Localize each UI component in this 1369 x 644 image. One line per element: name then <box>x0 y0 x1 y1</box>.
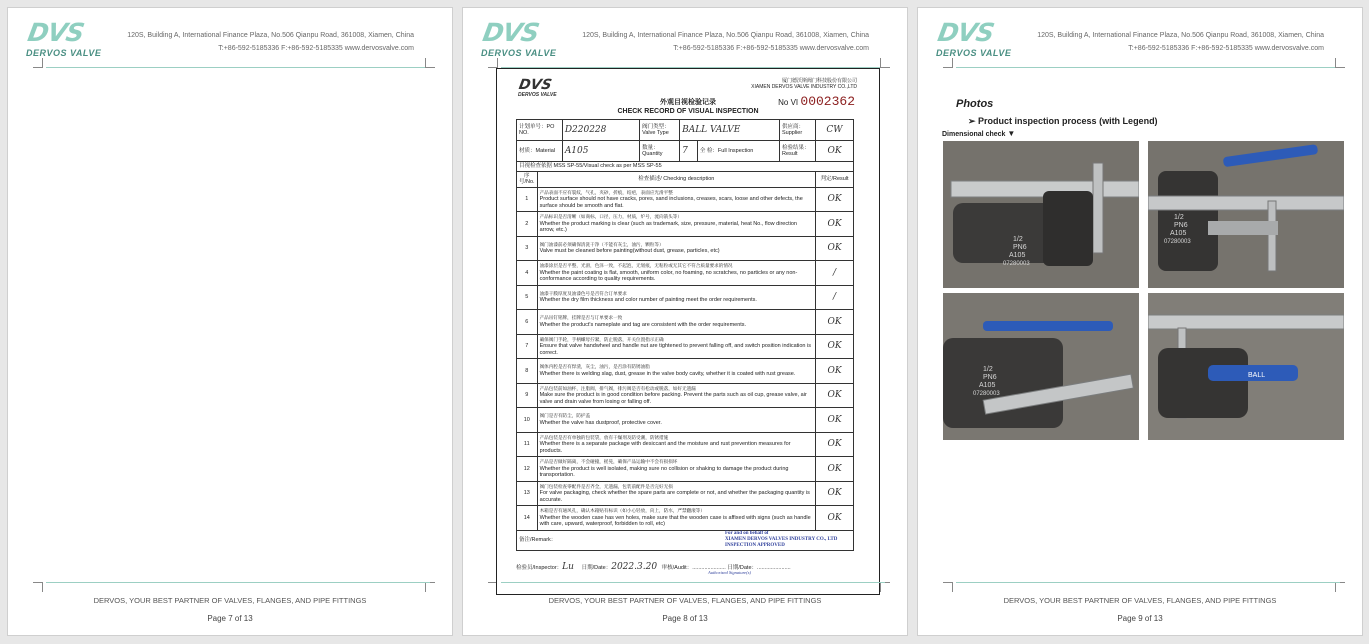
form-logo: DVS <box>517 77 553 93</box>
item-cn: 阀门包装检查零配件是否齐全，无遗漏，包装前配件是否完好无损 <box>539 483 673 489</box>
contact-text: T:+86-592-5185336 F:+86-592-5185335 www.dervosvalve.com <box>218 45 414 52</box>
item-cn: 油漆干膜厚度及油漆色号是否符合订单要求 <box>539 290 627 296</box>
item-description <box>537 285 815 310</box>
item-result: OK <box>816 359 854 384</box>
page-number: Page 8 of 13 <box>662 614 708 623</box>
photo-caliper-end <box>1148 141 1344 288</box>
header-rule <box>956 67 1340 68</box>
marking-text: 07280003 <box>1003 261 1030 267</box>
photo-graphic <box>1148 293 1344 440</box>
item-description <box>537 408 815 433</box>
item-number: 7 <box>517 334 538 359</box>
item-result: OK <box>816 481 854 506</box>
header-address <box>127 29 414 55</box>
contact-text: T:+86-592-5185336 F:+86-592-5185335 www.dervosvalve.com <box>1128 45 1324 52</box>
company-logo: DVS DERVOS VALVE <box>480 18 557 58</box>
item-number: 13 <box>517 481 538 506</box>
footer-tagline: DERVOS, YOUR BEST PARTNER OF VALVES, FLANGES, AND PIPE FITTINGS <box>1003 596 1277 605</box>
item-number: 8 <box>517 359 538 384</box>
page-number: Page 9 of 13 <box>1117 614 1163 623</box>
signature-line: 检验员/Inspector：Lu 日期/Date：2022.3.20 审核/Audit：...................... 日期/Date：...................... Authorized Signature(s) <box>516 562 791 575</box>
table-row <box>517 187 854 212</box>
crop-mark <box>1335 58 1345 68</box>
item-number: 4 <box>517 261 538 286</box>
header-address <box>582 29 869 55</box>
item-result: OK <box>816 187 854 212</box>
table-row <box>517 481 854 506</box>
marking-text: A105 <box>979 382 996 389</box>
contact-text: T:+86-592-5185336 F:+86-592-5185335 www.dervosvalve.com <box>673 45 869 52</box>
table-row <box>517 506 854 531</box>
crop-mark <box>33 58 43 68</box>
item-cn: 阀体内腔是否有焊渣，灰尘，油污，是否涂有防锈油脂 <box>539 364 650 370</box>
item-number: 14 <box>517 506 538 531</box>
item-description <box>537 481 815 506</box>
crop-mark <box>943 582 953 592</box>
table-row <box>517 359 854 384</box>
table-row <box>517 383 854 408</box>
item-result: OK <box>816 457 854 482</box>
crop-mark <box>425 58 435 68</box>
dimensional-check-label[interactable]: Dimensional check ▼ <box>942 129 1016 138</box>
table-row <box>517 261 854 286</box>
item-cn: 木箱是否有通风孔，确认木箱贴有标识（如小心轻放，向上，防水，严禁翻滚等） <box>539 508 705 513</box>
item-description <box>537 236 815 261</box>
crop-mark <box>1335 582 1345 592</box>
footer-tagline: DERVOS, YOUR BEST PARTNER OF VALVES, FLANGES, AND PIPE FITTINGS <box>93 596 367 605</box>
item-number: 1 <box>517 187 538 212</box>
marking-text: PN6 <box>1013 244 1027 251</box>
marking-text: 07280003 <box>973 391 1000 397</box>
item-description <box>537 506 815 531</box>
address-text: 120S, Building A, International Finance Plaza, No.506 Qianpu Road, 361008, Xiamen, China <box>582 32 869 39</box>
item-description <box>537 187 815 212</box>
item-description <box>537 212 815 237</box>
item-description <box>537 334 815 359</box>
footer-tagline: DERVOS, YOUR BEST PARTNER OF VALVES, FLANGES, AND PIPE FITTINGS <box>548 596 822 605</box>
address-text: 120S, Building A, International Finance Plaza, No.506 Qianpu Road, 361008, Xiamen, China <box>127 32 414 39</box>
item-result: OK <box>816 334 854 359</box>
page-7 <box>7 7 453 636</box>
item-result: / <box>816 261 854 286</box>
footer-rule <box>956 582 1340 583</box>
item-en: Ensure that valve handwheel and handle nut are tightened to prevent falling off, and switch position indication is correct. <box>539 343 811 356</box>
item-cn: 产品是否做好隔离，不会碰撞，摇晃，确保产品运输中不会有损损坏 <box>539 459 678 464</box>
photo-graphic <box>943 141 1139 288</box>
company-logo: DVS DERVOS VALVE <box>25 18 102 58</box>
item-en: Whether there is welding slag, dust, grease in the valve body cavity, whether it is coated with rust grease. <box>539 370 796 377</box>
inspection-table: 计划单号：PO NO. D220228 阀门类型：Valve Type BALL VALVE 供应商：Supplier CW 材质：Material A105 数量：Quantity 7 全 检：Full Inspection 检验结果：Result OK 目视检查依据 MSS SP-55/Visual check as per MSS SP-55 序号/No. 检查描述/ Checking description 判定/Result 1 产品表面不应有裂纹，气孔，夹砂，折痕，结疤，表面应光滑平整 Product surface should not have cracks, pores, sand inclusions, creases, scars, loose and other defects, the surface should be smooth and flat. OK 2 产品标识是否清晰（如商标，口径，压力，材质，炉号，流向箭头等） Whether the product marking is clear (such as trademark, size, pressure, material, heat No., flow direction arrow, etc.) OK 3 阀门油漆前必须确保清洗干净（不能有灰尘，油污，颗粒等） Valve must be cleaned before painting(without dust, grease, particles, etc) OK 4 油漆涂层是否平整，光滑，色泽一致，不起泡，无划痕，无粘粒或无其它不符合质量要求的情况 Whether the paint coating is flat, smooth, uniform color, no foaming, no scratches, no particles or any non-conformance according to quality requirements. / 5 油漆干膜厚度及油漆色号是否符合订单要求 Whether the dry film thickness and color number of painting meet the order requirements. / 6 产品吊钉铭牌，挂牌是否与订单要求一致 Whether the product's nameplate and tag are consistent with the order requirements. OK 7 确保阀门手轮，手柄螺母拧紧，防止脱落，开关位置指示正确 Ensure that valve handwheel and handle nut are tightened to prevent falling off, and switch position indication is correct. OK 8 阀体内腔是否有焊渣，灰尘，油污，是否涂有防锈油脂 Whether there is welding slag, dust, grease in the valve body cavity, whether it is coated with rust grease. OK 9 产品包装前如油杯，注脂阀，排气阀，排污阀是否有松动或脱落，如好无遗漏 Make sure the product is in good condition before packing. Prevent the parts such as oil cup, grease valve, air valve and drain valve from losing or falling off. OK 10 阀门是否有防尘，防护盖 Whether the valve has dustproof, protective cover. OK 11 产品包装是否有单独的包装袋，放有干燥剂及防受潮，防锈措施 Whether there is a separate package with desiccant and the moisture and rust prevention measures for products. OK 12 产品是否做好隔离，不会碰撞，摇晃，确保产品运输中不会有损损坏 Whether the product is well isolated, making sure no collision or shaking to damage the product during transportation. OK 13 阀门包装检查零配件是否齐全，无遗漏，包装前配件是否完好无损 For valve packaging, check whether the spare parts are complete or not, and whether the packaging quantity is accurate. OK 14 木箱是否有通风孔，确认木箱贴有标识（如小心轻放，向上，防水，严禁翻滚等） Whether the wooden case has ven holes, make sure that the wooden case is affixed with signs (such as handle with care, upward, waterproof, forbidden to roll, etc) OK 备注/Remark： <box>516 119 854 551</box>
footer-rule <box>46 582 430 583</box>
item-cn: 产品标识是否清晰（如商标，口径，压力，材质，炉号，流向箭头等） <box>539 214 682 219</box>
page-number: Page 7 of 13 <box>207 614 253 623</box>
item-en: Whether the wooden case has ven holes, make sure that the wooden case is affixed with signs (such as handle with care, upward, waterproof, forbidden to roll, etc) <box>539 514 811 527</box>
table-row <box>517 236 854 261</box>
address-text: 120S, Building A, International Finance Plaza, No.506 Qianpu Road, 361008, Xiamen, China <box>1037 32 1324 39</box>
page-8 <box>462 7 908 636</box>
photo-caliper-body <box>943 141 1139 288</box>
marking-text: A105 <box>1170 230 1187 237</box>
marking-text: PN6 <box>983 374 997 381</box>
item-description <box>537 383 815 408</box>
item-cn: 产品包装前如油杯，注脂阀，排气阀，排污阀是否有松动或脱落，如好无遗漏 <box>539 385 696 391</box>
crop-mark <box>880 582 890 592</box>
table-row <box>517 432 854 457</box>
item-number: 5 <box>517 285 538 310</box>
item-en: For valve packaging, check whether the spare parts are complete or not, and whether the packaging quantity is accurate. <box>539 490 810 503</box>
item-en: Whether the dry film thickness and color number of painting meet the order requirements. <box>539 297 757 304</box>
photo-graphic <box>943 293 1139 440</box>
item-en: Whether the product is well isolated, making sure no collision or shaking to damage the product during transportation. <box>539 465 789 478</box>
item-description <box>537 432 815 457</box>
form-logo-sub: DERVOS VALVE <box>518 92 557 98</box>
item-number: 9 <box>517 383 538 408</box>
crop-mark <box>880 58 890 68</box>
table-row <box>517 310 854 335</box>
item-description <box>537 457 815 482</box>
crop-mark <box>425 582 435 592</box>
item-cn: 阀门油漆前必须确保清洗干净（不能有灰尘，油污，颗粒等） <box>539 241 664 247</box>
marking-text: 1/2 <box>1013 236 1023 243</box>
item-result: OK <box>816 408 854 433</box>
item-result: OK <box>816 236 854 261</box>
item-cn: 产品吊钉铭牌，挂牌是否与订单要求一致 <box>539 315 623 321</box>
item-result: OK <box>816 432 854 457</box>
marking-text: PN6 <box>1174 222 1188 229</box>
item-number: 10 <box>517 408 538 433</box>
table-row <box>517 408 854 433</box>
item-number: 12 <box>517 457 538 482</box>
item-result: OK <box>816 506 854 531</box>
table-row <box>517 334 854 359</box>
form-serial: No VI 0002362 <box>778 94 855 109</box>
marking-text: 1/2 <box>983 366 993 373</box>
item-description <box>537 261 815 286</box>
item-cn: 阀门是否有防尘，防护盖 <box>539 413 591 419</box>
crop-mark <box>33 582 43 592</box>
item-number: 6 <box>517 310 538 335</box>
triangle-down-icon: ▼ <box>1007 129 1016 138</box>
item-en: Whether the valve has dustproof, protective cover. <box>539 419 662 426</box>
marking-text: 07280003 <box>1164 239 1191 245</box>
photos-subheading: ➢ Product inspection process (with Legend) <box>968 116 1158 126</box>
item-result: OK <box>816 383 854 408</box>
header-address <box>1037 29 1324 55</box>
inspection-items <box>517 187 854 530</box>
handle-text: BALL <box>1248 372 1266 379</box>
item-cn: 产品表面不应有裂纹，气孔，夹砂，折痕，结疤，表面应光滑平整 <box>539 189 673 195</box>
header-rule <box>46 67 430 68</box>
item-en: Whether there is a separate package with desiccant and the moisture and rust prevention measures for products. <box>539 441 791 454</box>
crop-mark <box>943 58 953 68</box>
item-en: Whether the product marking is clear (such as trademark, size, pressure, material, heat No., flow direction arrow, etc.) <box>539 220 797 233</box>
page-9 <box>917 7 1363 636</box>
item-description <box>537 359 815 384</box>
item-en: Make sure the product is in good condition before packing. Prevent the parts such as oil cup, grease valve, air valve and drain valve from losing or falling off. <box>539 392 807 405</box>
item-result: OK <box>816 212 854 237</box>
table-row <box>517 212 854 237</box>
photo-caliper-handle <box>1148 293 1344 440</box>
company-logo: DVS DERVOS VALVE <box>935 18 1012 58</box>
item-en: Valve must be cleaned before painting(without dust, grease, particles, etc) <box>539 248 720 255</box>
photo-caliper-inside <box>943 293 1139 440</box>
form-title: 外观目视检验记录 CHECK RECORD OF VISUAL INSPECTION <box>617 99 759 115</box>
item-en: Product surface should not have cracks, pores, sand inclusions, creases, scars, loose and other defects, the surface should be smooth and flat. <box>539 196 803 209</box>
item-number: 11 <box>517 432 538 457</box>
table-row <box>517 285 854 310</box>
approval-stamp: For and on behalf of XIAMEN DERVOS VALVES INDUSTRY CO., LTD INSPECTION APPROVED <box>725 531 838 548</box>
photo-graphic <box>1148 141 1344 288</box>
footer-rule <box>501 582 885 583</box>
item-result: OK <box>816 310 854 335</box>
item-cn: 确保阀门手轮，手柄螺母拧紧，防止脱落，开关位置指示正确 <box>539 336 664 342</box>
item-en: Whether the paint coating is flat, smooth, uniform color, no foaming, no scratches, no particles or any non-conformance according to quality requirements. <box>539 269 798 282</box>
item-description <box>537 310 815 335</box>
marking-text: A105 <box>1009 252 1026 259</box>
item-result: / <box>816 285 854 310</box>
inspection-record-scan <box>496 68 880 595</box>
item-en: Whether the product's nameplate and tag are consistent with the order requirements. <box>539 321 747 328</box>
item-number: 2 <box>517 212 538 237</box>
table-row <box>517 457 854 482</box>
item-number: 3 <box>517 236 538 261</box>
crop-mark <box>488 58 498 68</box>
item-cn: 油漆涂层是否平整，光滑，色泽一致，不起泡，无划痕，无粘粒或无其它不符合质量要求的情况 <box>539 263 733 268</box>
item-cn: 产品包装是否有单独的包装袋，放有干燥剂及防受潮，防锈措施 <box>539 434 669 440</box>
form-company: 厦门德沃斯阀门科技股份有限公司 XIAMEN DERVOS VALVE INDUSTRY CO.,LTD <box>751 78 857 90</box>
photos-heading: Photos <box>956 98 994 110</box>
marking-text: 1/2 <box>1174 214 1184 221</box>
